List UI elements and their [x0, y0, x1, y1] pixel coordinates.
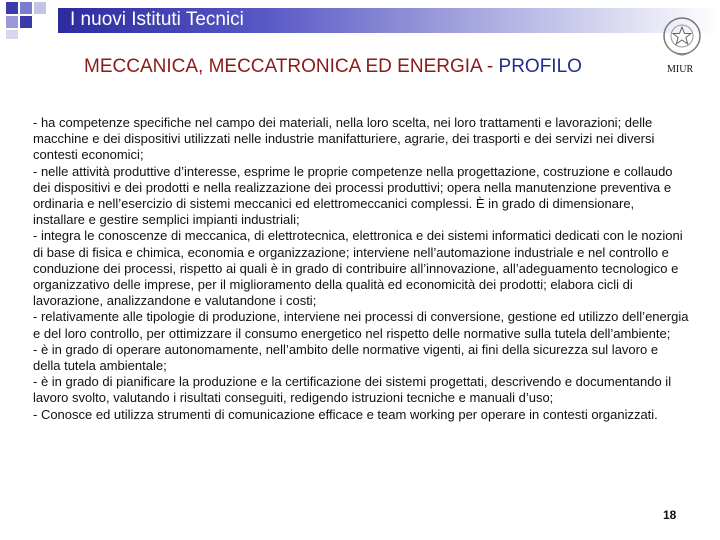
header-title: I nuovi Istituti Tecnici: [70, 9, 244, 30]
miur-label: MIUR: [667, 64, 694, 75]
profile-text: [33, 115, 689, 423]
profile-paragraph: - relativamente alle tipologie di produzione, interviene nei processi di conversione, gestione ed utilizzo dell’energia e del loro controllo, per ottimizzare il consumo energetico nel rispetto delle normative sulla tutela dell’ambiente;: [33, 309, 689, 341]
page-number: 18: [663, 508, 677, 522]
profile-paragraph: - integra le conoscenze di meccanica, di elettrotecnica, elettronica e dei sistemi informatici dedicati con le nozioni di base di fisica e chimica, economia e organizzazione; interviene nell’automazione industriale e nel controllo e conduzione dei processi, rispetto ai quali è in grado di contribuire all’innovazione, all’adeguamento tecnologico e organizzativo delle imprese, per il miglioramento della qualità ed economicità dei prodotti; elabora cicli di lavorazione, analizzandone e valutandone i costi;: [33, 228, 683, 309]
slide-title-main: MECCANICA, MECCATRONICA ED ENERGIA -: [84, 56, 499, 77]
slide-title: [84, 56, 582, 78]
italian-republic-emblem-icon: [660, 14, 704, 58]
profile-paragraph: - Conosce ed utilizza strumenti di comunicazione efficace e team working per operare in contesti organizzati.: [33, 406, 658, 422]
profile-paragraph: - è in grado di pianificare la produzione e la certificazione dei sistemi progettati, descrivendo e documentando il lavoro svolto, valutando i risultati conseguiti, redigendo istruzioni tecniche e manuali d’uso;: [33, 374, 672, 406]
profile-paragraph: - ha competenze specifiche nel campo dei materiali, nella loro scelta, nei loro trattamenti e lavorazioni; delle macchine e dei dispositivi utilizzati nelle industrie manifatturiere, agrarie, dei trasporti e dei servizi nei diversi contesti economici;: [33, 115, 655, 163]
slide-title-accent: PROFILO: [498, 56, 582, 77]
profile-paragraph: - nelle attività produttive d’interesse, esprime le proprie competenze nella progettazione, costruzione e collaudo dei dispositivi e dei prodotti e nella realizzazione dei processi produttivi; opera nella manutenzione preventiva e ordinaria e nell’esercizio di sistemi meccanici ed elettromeccanici complessi. È in grado di dimensionare, installare e gestire semplici impianti industriali;: [33, 163, 673, 228]
profile-paragraph: - è in grado di operare autonomamente, nell’ambito delle normative vigenti, ai fini della sicurezza sul lavoro e della tutela ambientale;: [33, 341, 659, 374]
